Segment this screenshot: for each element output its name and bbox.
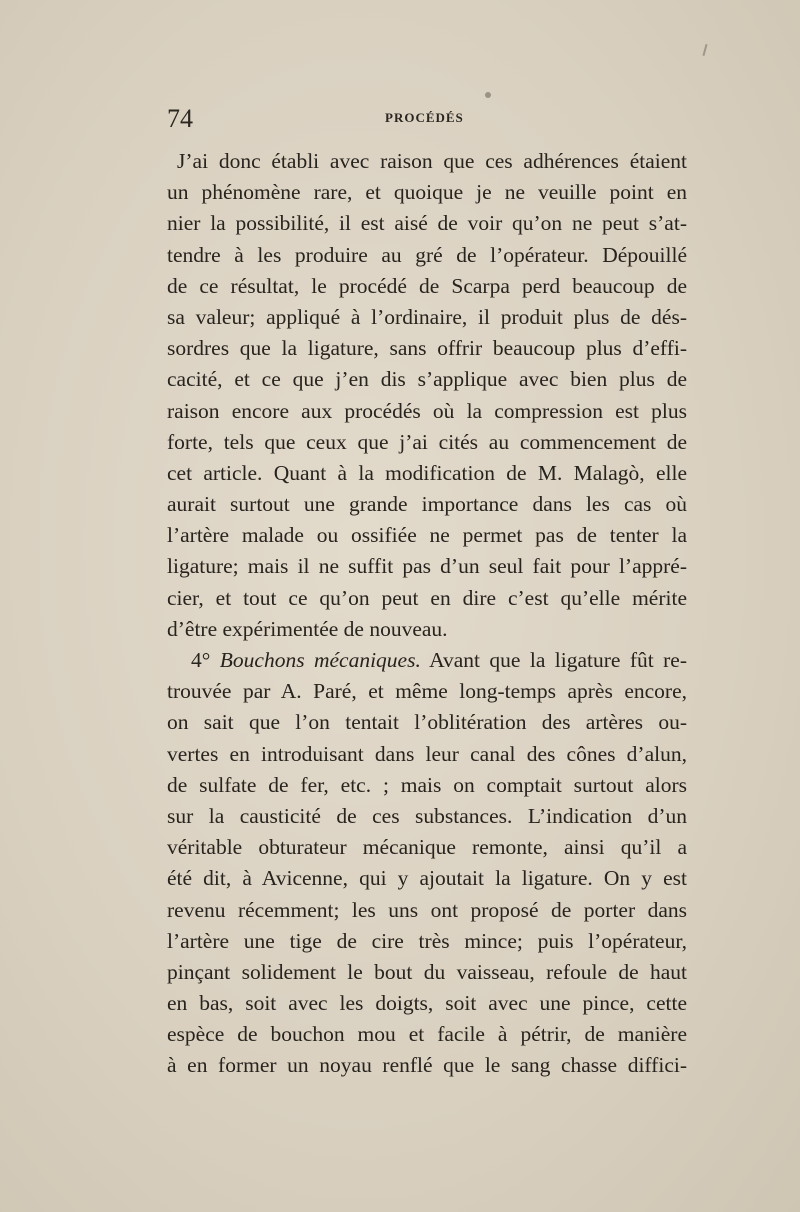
text-line: on sait que l’on tentait l’oblitération des artères ou- — [167, 710, 687, 735]
text-line: forte, tels que ceux que j’ai cités au commencement de — [167, 429, 687, 454]
text-line: de sulfate de fer, etc. ; mais on comptait surtout alors — [167, 772, 687, 797]
body-text — [167, 146, 687, 1082]
text-line: sordres que la ligature, sans offrir beaucoup plus d’effi- — [167, 336, 687, 361]
text-line: cacité, et ce que j’en dis s’applique avec bien plus de — [167, 367, 687, 392]
text-line: ligature; mais il ne suffit pas d’un seul fait pour l’appré- — [167, 554, 687, 579]
text-line: d’être expérimentée de nouveau. — [167, 616, 448, 641]
text-line: cet article. Quant à la modification de M. Malagò, elle — [167, 460, 687, 485]
running-head: PROCÉDÉS — [385, 110, 464, 125]
text-line: un phénomène rare, et quoique je ne veuille point en — [167, 180, 687, 205]
text-line: trouvée par A. Paré, et même long-temps après encore, — [167, 679, 687, 704]
text-line: véritable obturateur mécanique remonte, ainsi qu’il a — [167, 835, 687, 860]
text-line: de ce résultat, le procédé de Scarpa perd beaucoup de — [167, 273, 687, 298]
text-line: en bas, soit avec les doigts, soit avec une pince, cette — [167, 991, 687, 1016]
text-line: raison encore aux procédés où la compression est plus — [167, 398, 687, 423]
text-line: tendre à les produire au gré de l’opérateur. Dépouillé — [167, 242, 687, 267]
section-number: 4° — [191, 648, 211, 672]
section-title: Bouchons mécaniques. — [219, 648, 421, 672]
section-text: Avant que la ligature fût re- — [429, 648, 687, 672]
text-line: sur la causticité de ces substances. L’indication d’un — [167, 803, 687, 828]
text-line: à en former un noyau renflé que le sang chasse diffici- — [167, 1053, 687, 1078]
text-line: été dit, à Avicenne, qui y ajoutait la ligature. On y est — [167, 866, 687, 891]
ink-spot — [485, 92, 491, 98]
section-heading-line — [167, 645, 687, 676]
text-line: J’ai donc établi avec raison que ces adhérences étaient — [177, 149, 687, 173]
text-line: aurait surtout une grande importance dans les cas où — [167, 492, 687, 517]
text-line: nier la possibilité, il est aisé de voir qu’on ne peut s’at- — [167, 211, 687, 236]
text-line: l’artère malade ou ossifiée ne permet pas de tenter la — [167, 523, 687, 548]
page-header — [167, 106, 687, 132]
page-number: 74 — [167, 104, 193, 133]
text-line: sa valeur; appliqué à l’ordinaire, il produit plus de dés- — [167, 304, 687, 329]
text-line: revenu récemment; les uns ont proposé de porter dans — [167, 897, 687, 922]
text-line: vertes en introduisant dans leur canal des cônes d’alun, — [167, 741, 687, 766]
ink-mark — [702, 44, 707, 56]
text-line: pinçant solidement le bout du vaisseau, refoule de haut — [167, 959, 687, 984]
text-line: cier, et tout ce qu’on peut en dire c’est qu’elle mérite — [167, 585, 687, 610]
text-line: l’artère une tige de cire très mince; puis l’opérateur, — [167, 928, 687, 953]
text-line: espèce de bouchon mou et facile à pétrir, de manière — [167, 1022, 687, 1047]
